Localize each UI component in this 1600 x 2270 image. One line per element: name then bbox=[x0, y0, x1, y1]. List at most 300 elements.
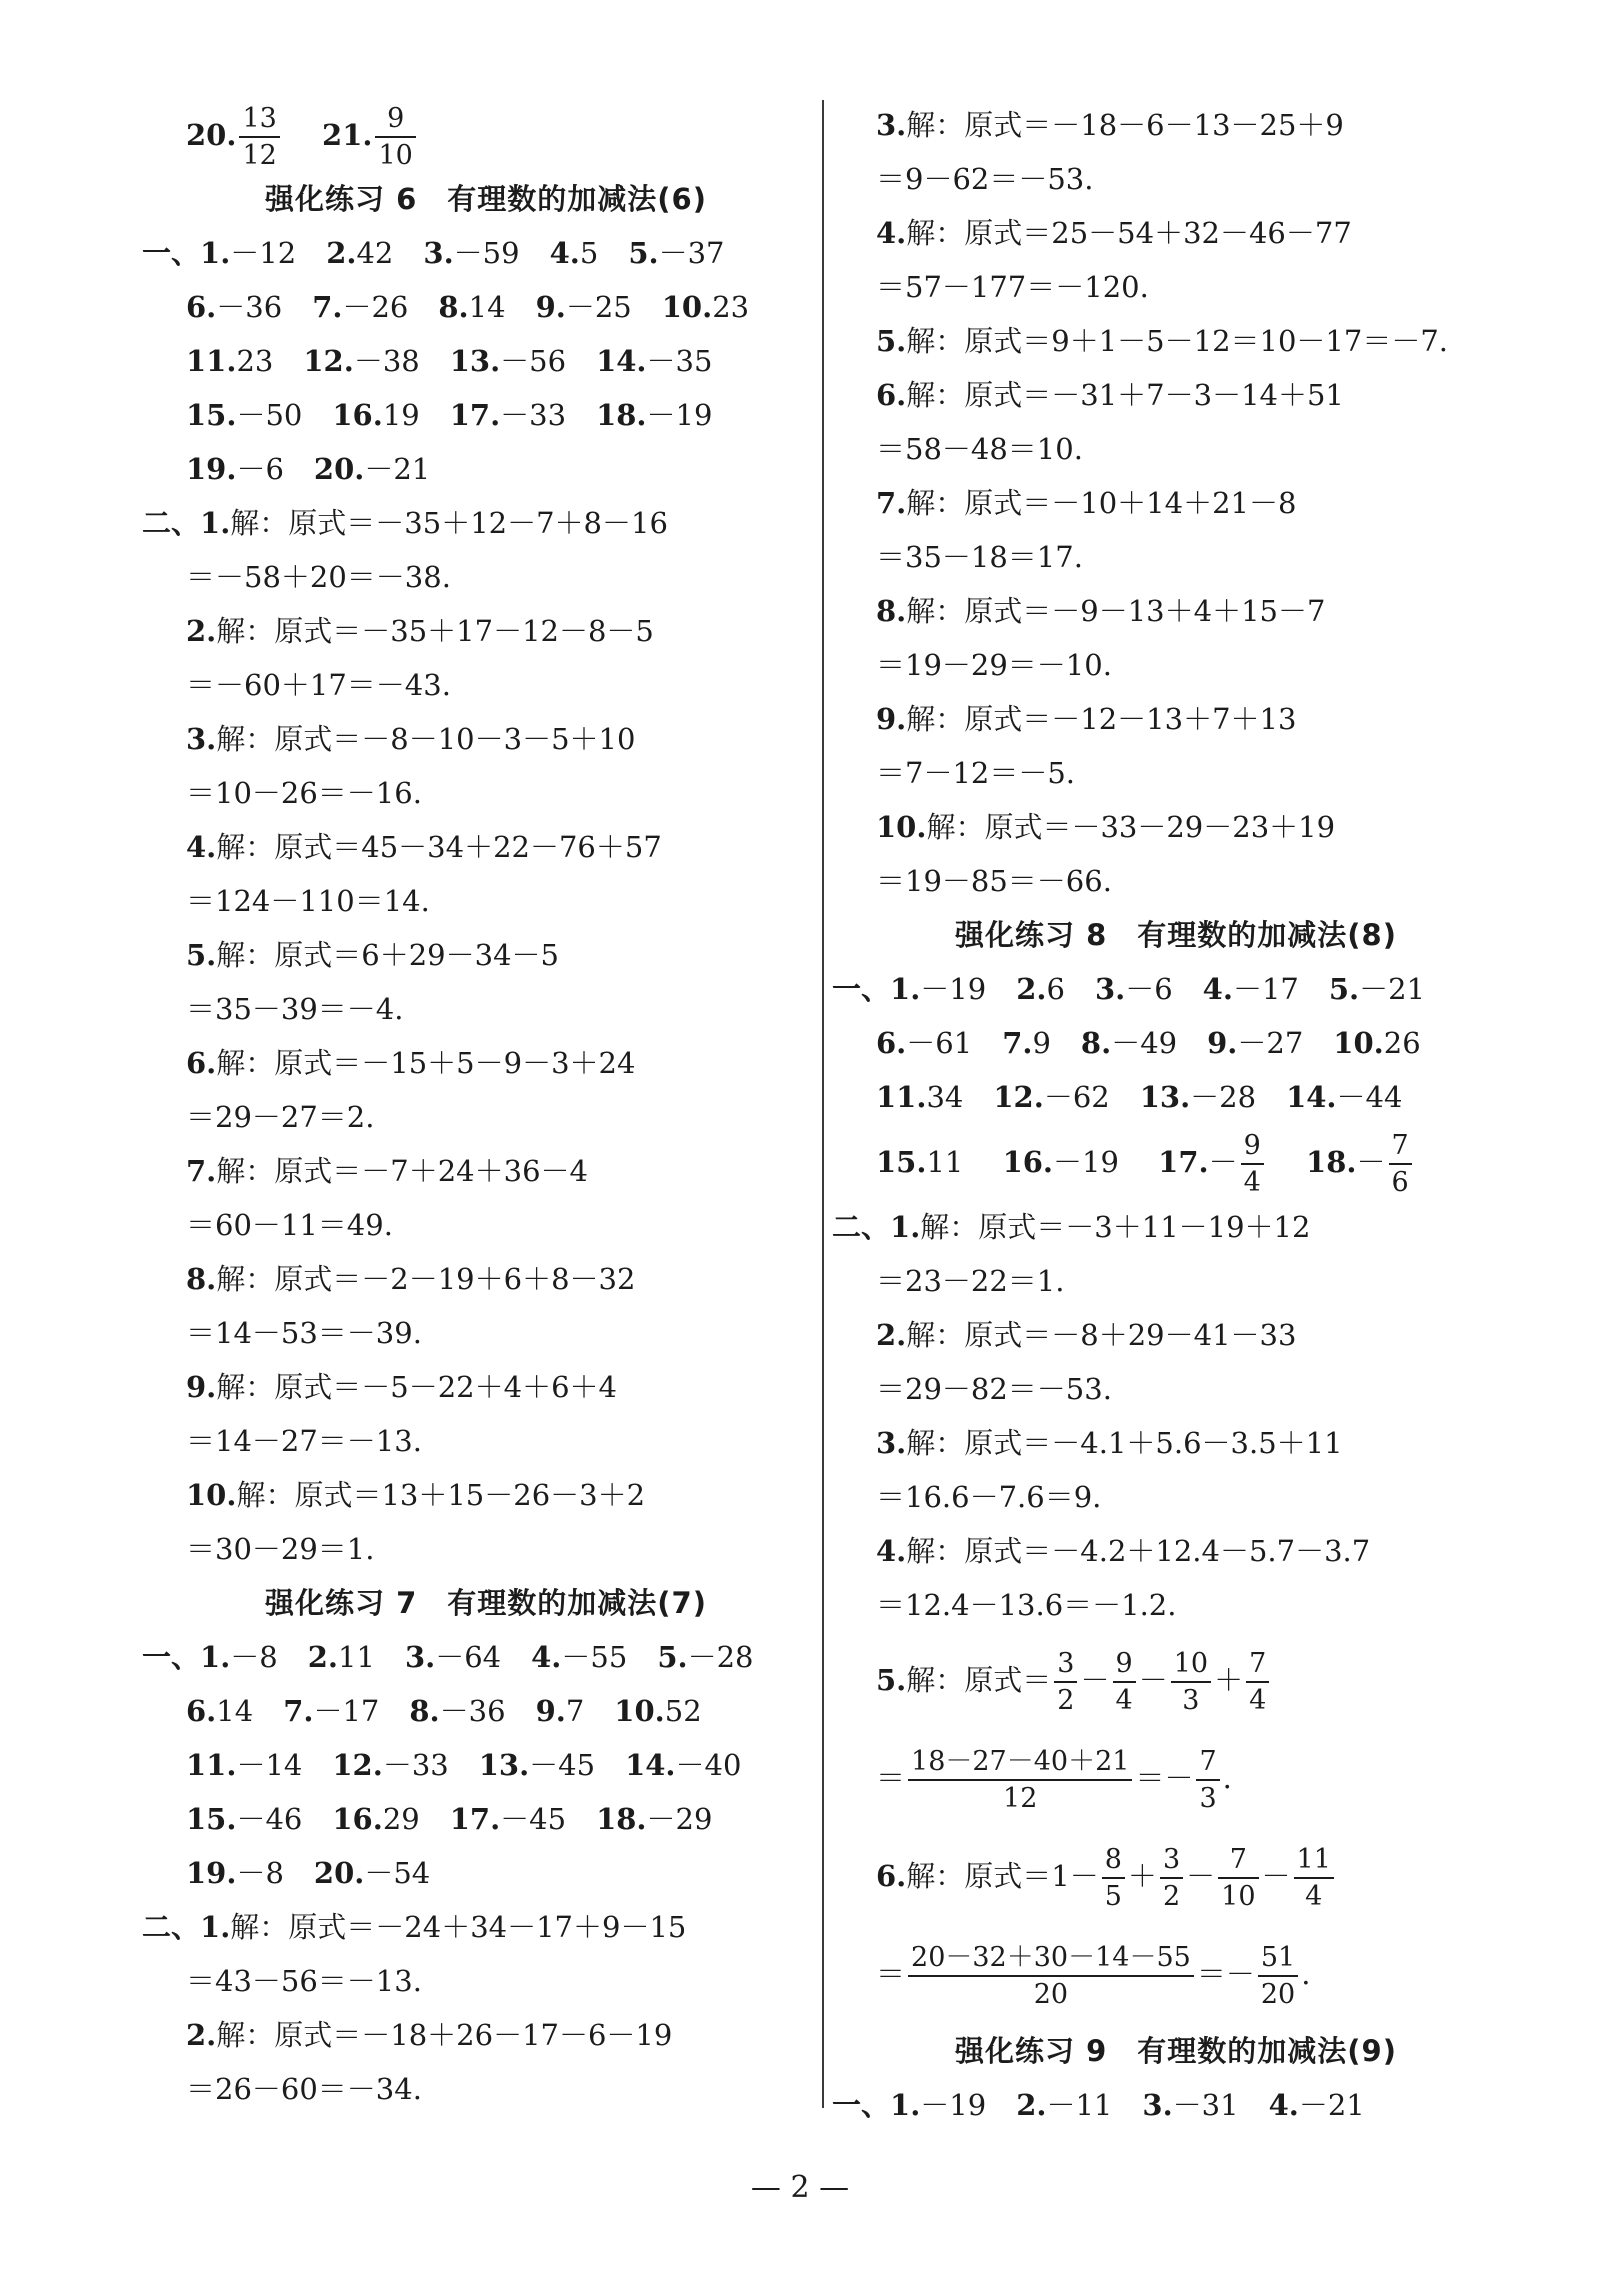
solution-line bbox=[876, 1416, 1476, 1470]
answer-item bbox=[200, 236, 296, 270]
part-prefix: 二、 bbox=[142, 506, 201, 540]
answer-number: 1. bbox=[890, 2088, 921, 2122]
answer-value: －45 bbox=[500, 1802, 567, 1836]
answer-number: 8. bbox=[1080, 1026, 1112, 1060]
answer-number: 4. bbox=[531, 1640, 562, 1674]
solution-expression: 解：原式＝－35＋17－12－8－5 bbox=[216, 614, 654, 648]
answer-item bbox=[409, 1694, 505, 1728]
solution-line bbox=[186, 1144, 786, 1198]
answer-number: 13. bbox=[1139, 1080, 1191, 1114]
solution-line bbox=[876, 206, 1476, 260]
operator: － bbox=[1138, 1663, 1168, 1697]
solution-line bbox=[186, 928, 786, 982]
solution-number: 3. bbox=[876, 108, 907, 142]
solution-result bbox=[186, 1090, 786, 1144]
section-title-9: 强化练习 9 有理数的加减法(9) bbox=[955, 2034, 1397, 2068]
equals: ＝－ bbox=[1135, 1761, 1194, 1795]
answer-value: 42 bbox=[356, 236, 394, 270]
solution-result-text: ＝60－11＝49. bbox=[186, 1208, 393, 1242]
answer-number: 12. bbox=[303, 344, 354, 378]
answer-value: －17 bbox=[1232, 972, 1299, 1006]
fraction: $\frac{7}{6}$ bbox=[1389, 1132, 1412, 1196]
denominator: 20 bbox=[1260, 1979, 1296, 2010]
answer-item bbox=[450, 344, 566, 378]
answer-value: －21 bbox=[1298, 2088, 1365, 2122]
part-prefix: 一、 bbox=[142, 1640, 201, 1674]
operator: ＋ bbox=[1214, 1663, 1244, 1697]
solution-number: 4. bbox=[876, 1534, 907, 1568]
solution-number: 8. bbox=[186, 1262, 217, 1296]
answer-number: 9. bbox=[1207, 1026, 1238, 1060]
solution-5-fraction bbox=[876, 1632, 1476, 1828]
solution-line bbox=[876, 368, 1476, 422]
solution-expression: 解：原式＝6＋29－34－5 bbox=[216, 938, 559, 972]
answer-number: 2. bbox=[1016, 972, 1047, 1006]
fraction bbox=[1196, 1748, 1219, 1812]
solution-expression: 解：原式＝－2－19＋6＋8－32 bbox=[216, 1262, 636, 1296]
answer-value: 19 bbox=[382, 398, 420, 432]
answer-item bbox=[1016, 2088, 1112, 2122]
answer-value: －26 bbox=[342, 290, 409, 324]
numerator: 9 bbox=[1113, 1650, 1136, 1683]
solution-line bbox=[142, 1900, 786, 1954]
solution-number: 1. bbox=[890, 1210, 921, 1244]
operator: ＋ bbox=[1127, 1859, 1157, 1893]
answer-item bbox=[283, 1694, 379, 1728]
part-prefix: 一、 bbox=[832, 2088, 891, 2122]
answer-number: 6. bbox=[876, 1026, 907, 1060]
fraction bbox=[1294, 1846, 1334, 1910]
solution-line bbox=[876, 476, 1476, 530]
answer-value: 52 bbox=[664, 1694, 702, 1728]
solution-result-text: ＝29－27＝2. bbox=[186, 1100, 375, 1134]
answer-number: 9. bbox=[535, 290, 566, 324]
solution-expression: 解：原式＝－15＋5－9－3＋24 bbox=[216, 1046, 636, 1080]
solution-expression: 解：原式＝－10＋14＋21－8 bbox=[906, 486, 1297, 520]
solution-expression: 解：原式＝9＋1－5－12＝10－17＝－7. bbox=[906, 324, 1449, 358]
numerator: 10 bbox=[1171, 1650, 1211, 1683]
answer-number: 5. bbox=[628, 236, 659, 270]
answer-item bbox=[314, 452, 430, 486]
solution-result-text: ＝58－48＝10. bbox=[876, 432, 1083, 466]
fraction: $\frac{9}{4}$ bbox=[1241, 1132, 1264, 1196]
denominator: 12 bbox=[1003, 1783, 1038, 1814]
solution-expression: 解：原式＝－35＋12－7＋8－16 bbox=[230, 506, 668, 540]
solution-expression: 解：原式＝25－54＋32－46－77 bbox=[906, 216, 1352, 250]
fraction bbox=[1218, 1846, 1258, 1910]
answer-value: －14 bbox=[236, 1748, 303, 1782]
solution-line bbox=[876, 800, 1476, 854]
answer-line-20-21 bbox=[186, 98, 786, 172]
fraction bbox=[1054, 1650, 1077, 1714]
answer-number: 18. bbox=[596, 398, 647, 432]
numerator: 3 bbox=[1160, 1846, 1183, 1879]
solution-result bbox=[876, 530, 1476, 584]
answer-number: 5. bbox=[657, 1640, 688, 1674]
answer-value: －49 bbox=[1111, 1026, 1178, 1060]
answer-item bbox=[614, 1694, 701, 1728]
solution-result bbox=[876, 260, 1476, 314]
fraction bbox=[1171, 1650, 1211, 1714]
solution-number: 7. bbox=[186, 1154, 217, 1188]
solution-number: 5. bbox=[876, 324, 907, 358]
numerator: 20－32＋30－14－55 bbox=[908, 1944, 1194, 1977]
answer-number: 5. bbox=[1328, 972, 1360, 1006]
solution-line bbox=[876, 98, 1476, 152]
solution-result-text: ＝12.4－13.6＝－1.2. bbox=[876, 1588, 1177, 1622]
answer-value: －19 bbox=[920, 2088, 987, 2122]
solution-result-text: ＝16.6－7.6＝9. bbox=[876, 1480, 1102, 1514]
answer-value: －29 bbox=[646, 1802, 713, 1836]
solution-number: 8. bbox=[876, 594, 907, 628]
numerator: 3 bbox=[1054, 1650, 1077, 1683]
solution-number: 6. bbox=[876, 1859, 907, 1893]
answer-number: 11. bbox=[186, 1748, 237, 1782]
section-7-solutions bbox=[142, 1900, 786, 2116]
answer-number: 19. bbox=[186, 452, 237, 486]
solution-expression: 解：原式＝13＋15－26－3＋2 bbox=[236, 1478, 646, 1512]
answer-item bbox=[628, 236, 724, 270]
section-title-8: 强化练习 8 有理数的加减法(8) bbox=[955, 918, 1397, 952]
answer-number: 7. bbox=[283, 1694, 314, 1728]
answer-number: 7. bbox=[1002, 1026, 1033, 1060]
numerator: 7 bbox=[1246, 1650, 1269, 1683]
answer-item bbox=[596, 344, 712, 378]
answer-item bbox=[332, 1748, 448, 1782]
solution-result bbox=[186, 1522, 786, 1576]
answer-value: －35 bbox=[646, 344, 713, 378]
answer-value: －46 bbox=[236, 1802, 303, 1836]
answer-value: －45 bbox=[529, 1748, 596, 1782]
solution-number: 2. bbox=[186, 614, 217, 648]
answer-item bbox=[312, 290, 408, 324]
answer-item bbox=[1207, 1026, 1303, 1060]
answer-number: 17. bbox=[449, 1802, 501, 1836]
solution-result bbox=[876, 746, 1476, 800]
solution-result-text: ＝14－53＝－39. bbox=[186, 1316, 422, 1350]
answer-value: 11 bbox=[338, 1640, 375, 1674]
answer-number: 7. bbox=[312, 290, 343, 324]
fraction bbox=[1246, 1650, 1269, 1714]
solution-line bbox=[876, 692, 1476, 746]
page-number: — 2 — bbox=[750, 2170, 850, 2205]
solution-result bbox=[876, 1470, 1476, 1524]
answer-number: 14. bbox=[596, 344, 647, 378]
answer-number: 2. bbox=[1016, 2088, 1047, 2122]
solution-number: 10. bbox=[186, 1478, 237, 1512]
solution-result-text: ＝124－110＝14. bbox=[186, 884, 430, 918]
answer-item bbox=[186, 1856, 284, 1890]
answer-item bbox=[1142, 2088, 1238, 2122]
solution-result bbox=[186, 1306, 786, 1360]
answer-number: 16. bbox=[332, 398, 383, 432]
answer-row bbox=[832, 962, 1476, 1016]
answer-number: 3. bbox=[1142, 2088, 1173, 2122]
solution-result-text: ＝9－62＝－53. bbox=[876, 162, 1094, 196]
solution-number: 2. bbox=[876, 1318, 907, 1352]
answer-value: －37 bbox=[658, 236, 725, 270]
answer-item bbox=[1016, 972, 1065, 1006]
answer-number: 4. bbox=[1268, 2088, 1299, 2122]
solution-line bbox=[876, 1524, 1476, 1578]
solution-line bbox=[186, 604, 786, 658]
answer-number: 6. bbox=[186, 1694, 217, 1728]
solution-result bbox=[186, 874, 786, 928]
answer-15: 15.11 bbox=[876, 1145, 964, 1179]
answer-item bbox=[1203, 972, 1299, 1006]
answer-item bbox=[326, 236, 393, 270]
period: . bbox=[1222, 1761, 1232, 1795]
answer-value: －61 bbox=[906, 1026, 973, 1060]
section-8-choice-answers bbox=[832, 962, 1476, 1124]
solution-expression: 解：原式＝－8－10－3－5＋10 bbox=[216, 722, 636, 756]
answer-20: 20. $\frac{13}{12}$ bbox=[186, 118, 283, 152]
solution-expression: 解：原式＝－4.1＋5.6－3.5＋11 bbox=[906, 1426, 1343, 1460]
solution-number: 6. bbox=[876, 378, 907, 412]
solution-number: 1. bbox=[200, 1910, 231, 1944]
solution-expression: 解：原式＝－33－29－23＋19 bbox=[926, 810, 1336, 844]
answer-item bbox=[186, 398, 302, 432]
answer-row bbox=[876, 1016, 1476, 1070]
solution-number: 1. bbox=[200, 506, 231, 540]
answer-row bbox=[142, 1630, 786, 1684]
section-title-7: 强化练习 7 有理数的加减法(7) bbox=[265, 1586, 707, 1620]
solution-result-text: ＝7－12＝－5. bbox=[876, 756, 1076, 790]
answer-number: 1. bbox=[200, 236, 231, 270]
answer-value: －33 bbox=[382, 1748, 449, 1782]
solution-result bbox=[876, 1254, 1476, 1308]
solution-expression: 解：原式＝－4.2＋12.4－5.7－3.7 bbox=[906, 1534, 1371, 1568]
answer-18: 18.－ $\frac{7}{6}$ bbox=[1306, 1145, 1415, 1179]
solution-result-text: ＝－58＋20＝－38. bbox=[186, 560, 451, 594]
solution-expression: 解：原式＝ bbox=[906, 1663, 1052, 1697]
answer-row bbox=[186, 1846, 786, 1900]
fraction bbox=[1113, 1650, 1136, 1714]
answer-number: 10. bbox=[1333, 1026, 1384, 1060]
solution-line bbox=[142, 496, 786, 550]
solution-result bbox=[186, 658, 786, 712]
answer-item bbox=[1081, 1026, 1177, 1060]
solution-result bbox=[186, 982, 786, 1036]
answer-value: 5 bbox=[579, 236, 599, 270]
answer-number: 17. bbox=[449, 398, 501, 432]
answer-row bbox=[186, 388, 786, 442]
answer-value: 23 bbox=[712, 290, 750, 324]
answer-number: 12. bbox=[993, 1080, 1044, 1114]
answer-item bbox=[186, 452, 284, 486]
solution-result-text: ＝35－39＝－4. bbox=[186, 992, 404, 1026]
answer-value: 9 bbox=[1032, 1026, 1051, 1060]
solution-line bbox=[876, 314, 1476, 368]
solution-line bbox=[186, 1468, 786, 1522]
solution-line bbox=[876, 1308, 1476, 1362]
answer-value: －31 bbox=[1172, 2088, 1239, 2122]
answer-value: －64 bbox=[435, 1640, 502, 1674]
answer-value: 29 bbox=[382, 1802, 420, 1836]
solution-expression: 解：原式＝－31＋7－3－14＋51 bbox=[906, 378, 1344, 412]
solution-line bbox=[186, 820, 786, 874]
answer-item bbox=[314, 1856, 430, 1890]
solution-expression: 解：原式＝－24＋34－17＋9－15 bbox=[230, 1910, 687, 1944]
solution-number: 3. bbox=[876, 1426, 907, 1460]
operator: － bbox=[1186, 1859, 1216, 1893]
solution-number: 2. bbox=[186, 2018, 217, 2052]
answer-item bbox=[1286, 1080, 1402, 1114]
left-column bbox=[142, 98, 786, 2116]
answer-value: －28 bbox=[687, 1640, 754, 1674]
section-8-solutions bbox=[832, 1200, 1476, 1632]
numerator: 7 bbox=[1196, 1748, 1219, 1781]
answer-value: 14 bbox=[216, 1694, 254, 1728]
solution-result-text: ＝－60＋17＝－43. bbox=[186, 668, 451, 702]
answer-value: －62 bbox=[1043, 1080, 1110, 1114]
answer-row bbox=[186, 1792, 786, 1846]
answer-value: －36 bbox=[216, 290, 283, 324]
answer-item bbox=[1140, 1080, 1256, 1114]
answer-value: －21 bbox=[364, 452, 431, 486]
solution-result-text: ＝19－29＝－10. bbox=[876, 648, 1112, 682]
answer-number: 14. bbox=[1286, 1080, 1337, 1114]
numerator: 51 bbox=[1258, 1944, 1298, 1977]
answer-item bbox=[405, 1640, 501, 1674]
answer-value: －27 bbox=[1237, 1026, 1304, 1060]
answer-value: －8 bbox=[230, 1640, 278, 1674]
answer-item bbox=[1329, 972, 1425, 1006]
answer-value: －11 bbox=[1046, 2088, 1113, 2122]
answer-value: －59 bbox=[453, 236, 520, 270]
answer-value: －40 bbox=[675, 1748, 742, 1782]
answer-value: 23 bbox=[236, 344, 274, 378]
answer-number: 2. bbox=[307, 1640, 339, 1674]
denominator: 4 bbox=[1115, 1685, 1133, 1716]
denominator: 20 bbox=[1033, 1979, 1069, 2010]
solution-expression: 解：原式＝－7＋24＋36－4 bbox=[216, 1154, 588, 1188]
answer-item bbox=[186, 290, 282, 324]
answer-value: －6 bbox=[236, 452, 284, 486]
solution-result-text: ＝19－85＝－66. bbox=[876, 864, 1112, 898]
solution-expression: 解：原式＝－8＋29－41－33 bbox=[906, 1318, 1297, 1352]
solution-expression: 解：原式＝－3＋11－19＋12 bbox=[920, 1210, 1311, 1244]
solution-result-text: ＝26－60＝－34. bbox=[186, 2072, 422, 2106]
answer-number: 15. bbox=[186, 1802, 237, 1836]
answer-item bbox=[186, 344, 273, 378]
answer-row bbox=[142, 226, 786, 280]
answer-item bbox=[890, 2088, 986, 2122]
answer-value: －50 bbox=[236, 398, 303, 432]
answer-number: 11. bbox=[186, 344, 237, 378]
denominator: 2 bbox=[1057, 1685, 1075, 1716]
answer-value: －19 bbox=[920, 972, 987, 1006]
solution-result-text: ＝43－56＝－13. bbox=[186, 1964, 422, 1998]
solution-number: 5. bbox=[186, 938, 217, 972]
answer-item bbox=[876, 1026, 972, 1060]
answer-item bbox=[550, 236, 599, 270]
solution-number: 9. bbox=[876, 702, 907, 736]
solution-number: 5. bbox=[876, 1663, 907, 1697]
fraction bbox=[908, 1748, 1132, 1812]
solution-line bbox=[186, 712, 786, 766]
answer-item bbox=[303, 344, 419, 378]
answer-number: 18. bbox=[596, 1802, 647, 1836]
answer-number: 14. bbox=[625, 1748, 676, 1782]
solution-result-text: ＝14－27＝－13. bbox=[186, 1424, 422, 1458]
answer-value: －21 bbox=[1359, 972, 1426, 1006]
equals: ＝ bbox=[876, 1957, 906, 1991]
solution-result bbox=[186, 766, 786, 820]
solution-result bbox=[186, 2062, 786, 2116]
right-column bbox=[832, 98, 1476, 2132]
denominator: 3 bbox=[1182, 1685, 1200, 1716]
answer-item bbox=[308, 1640, 375, 1674]
answer-number: 10. bbox=[661, 290, 713, 324]
solution-number: 10. bbox=[876, 810, 927, 844]
solution-line bbox=[832, 1200, 1476, 1254]
answer-item bbox=[596, 1802, 712, 1836]
solution-line bbox=[876, 1632, 1476, 1728]
solution-result-text: ＝57－177＝－120. bbox=[876, 270, 1149, 304]
equals: ＝ bbox=[876, 1761, 906, 1795]
answer-item bbox=[186, 1694, 253, 1728]
solution-result bbox=[876, 152, 1476, 206]
answer-item bbox=[657, 1640, 753, 1674]
solution-result bbox=[876, 638, 1476, 692]
answer-number: 1. bbox=[890, 972, 921, 1006]
answer-number: 19. bbox=[186, 1856, 237, 1890]
answer-value: 26 bbox=[1383, 1026, 1421, 1060]
operator: － bbox=[1261, 1859, 1291, 1893]
numerator: 8 bbox=[1102, 1846, 1125, 1879]
solution-6-fraction bbox=[876, 1828, 1476, 2024]
answer-value: －44 bbox=[1336, 1080, 1403, 1114]
solution-result bbox=[186, 1198, 786, 1252]
answer-value: －28 bbox=[1190, 1080, 1257, 1114]
fraction: $\frac{9}{10}$ bbox=[375, 105, 415, 169]
answer-17: 17.－ $\frac{9}{4}$ bbox=[1158, 1145, 1267, 1179]
solution-expression: 解：原式＝－18－6－13－25＋9 bbox=[906, 108, 1344, 142]
answer-number: 4. bbox=[549, 236, 580, 270]
answer-item bbox=[450, 398, 566, 432]
numerator: 11 bbox=[1294, 1846, 1334, 1879]
section-6-choice-answers bbox=[142, 226, 786, 496]
solution-line bbox=[186, 2008, 786, 2062]
answer-row bbox=[186, 280, 786, 334]
part-prefix: 一、 bbox=[142, 236, 201, 270]
fraction bbox=[1160, 1846, 1183, 1910]
answer-value: 7 bbox=[565, 1694, 585, 1728]
answer-item bbox=[200, 1640, 278, 1674]
solution-expression: 解：原式＝－5－22＋4＋6＋4 bbox=[216, 1370, 617, 1404]
answer-number: 20. bbox=[313, 452, 365, 486]
denominator: 4 bbox=[1249, 1685, 1267, 1716]
solution-result-text: ＝30－29＝1. bbox=[186, 1532, 375, 1566]
solution-line bbox=[186, 1036, 786, 1090]
section-title-6: 强化练习 6 有理数的加减法(6) bbox=[265, 182, 707, 216]
fraction bbox=[1102, 1846, 1125, 1910]
denominator: 4 bbox=[1305, 1881, 1323, 1912]
answer-number: 16. bbox=[332, 1802, 383, 1836]
solution-line bbox=[186, 1252, 786, 1306]
solution-result bbox=[186, 550, 786, 604]
answer-item bbox=[186, 1802, 302, 1836]
solution-result-text: ＝29－82＝－53. bbox=[876, 1372, 1112, 1406]
answer-item bbox=[332, 1802, 419, 1836]
solution-result-text: ＝35－18＝17. bbox=[876, 540, 1083, 574]
answer-number: 11. bbox=[876, 1080, 927, 1114]
answer-value: －25 bbox=[565, 290, 632, 324]
solution-line bbox=[876, 1828, 1476, 1924]
answer-item bbox=[479, 1748, 595, 1782]
solution-number: 9. bbox=[186, 1370, 217, 1404]
